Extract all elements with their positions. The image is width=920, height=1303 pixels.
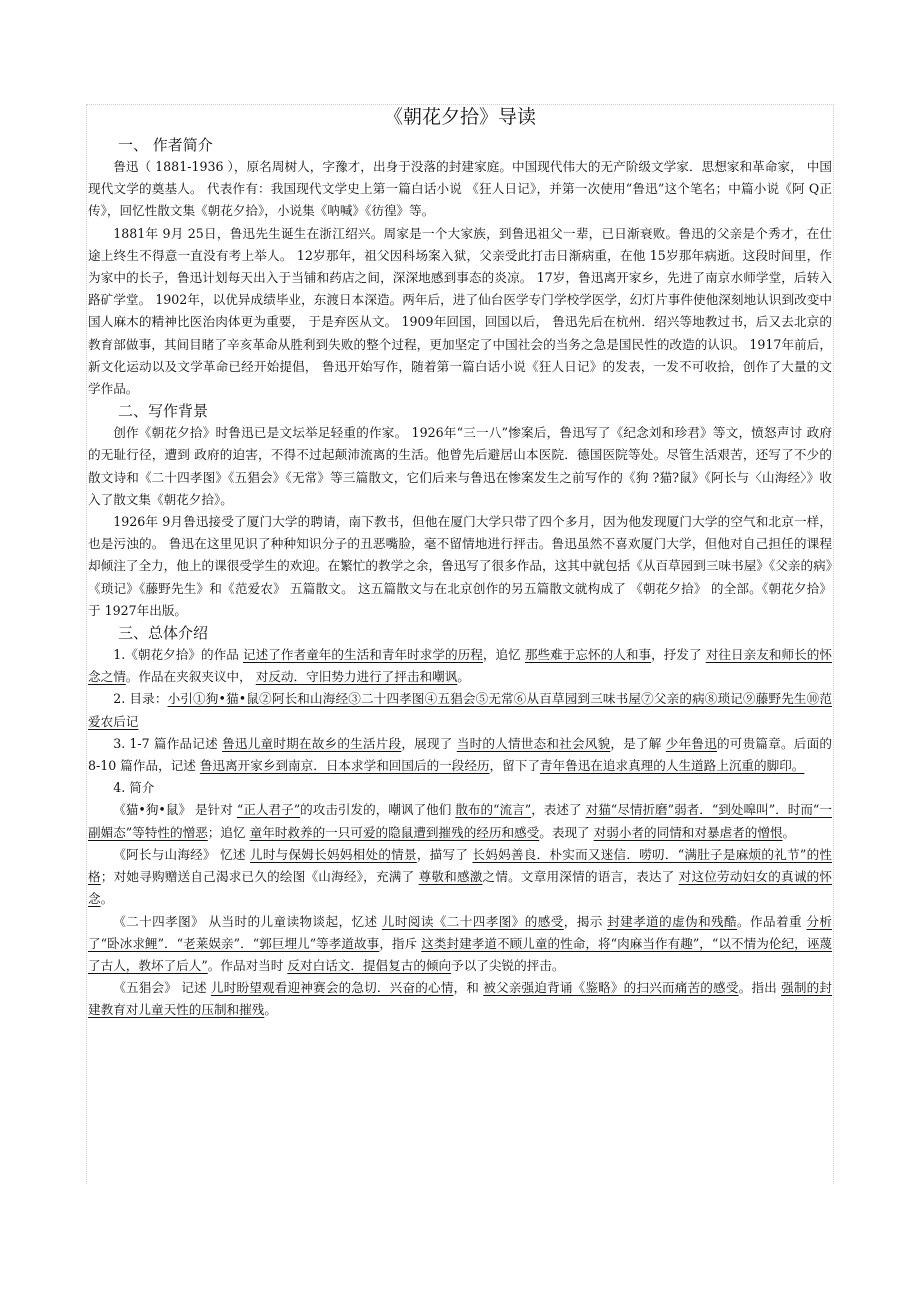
blank-answer: 鲁迅儿童时期在故乡的生活片段 bbox=[222, 735, 402, 751]
text: ；追忆 bbox=[207, 824, 250, 840]
text: 。 bbox=[100, 891, 114, 907]
blank-answer: 尊敬和感激 bbox=[418, 869, 483, 885]
blank-answer: 这类封建孝道不顾儿童的性命，将“肉麻当作有趣”，“以不情为伦纪，诬蔑了古人，教坏了后人” bbox=[88, 935, 832, 973]
text: ，留下了 bbox=[489, 758, 540, 774]
section-heading-overview: 三、总体介绍 bbox=[118, 624, 209, 643]
blank-answer: 儿时与保姆长妈妈相处的情景 bbox=[250, 846, 417, 862]
blank-answer: 封建孝道的虚伪和残酷 bbox=[607, 913, 738, 929]
text: 之情。文章用深情的语言，表达了 bbox=[482, 869, 679, 885]
blank-answer: 当时的人情世态和社会风貌 bbox=[456, 735, 611, 751]
text: 2. 目录： bbox=[113, 691, 168, 707]
text: ，抒发了 bbox=[651, 647, 706, 663]
text: ；对她寻购赠送自己渴求已久的绘图《山海经》，充满了 bbox=[100, 869, 419, 885]
blank-answer: 被父亲强迫背诵《鉴略》的扫兴而痛苦的感受 bbox=[483, 980, 739, 996]
blank-answer: 青年鲁迅在追求真理的人生道路上沉重的脚印。 bbox=[539, 758, 805, 774]
text: 。作品对当时 bbox=[207, 957, 288, 973]
blank-answer: 分析了“卧冰求鲤”．“老莱娱亲”．“郭巨埋儿”等孝道故事 bbox=[88, 913, 833, 951]
blank-answer: 对猫“尽情折磨”弱者．“到处嗥叫”．时而“一副媚态”等特性的憎恶 bbox=[88, 802, 832, 840]
blank-answer: “正人君子” bbox=[236, 802, 301, 818]
overview-item-4-label: 4. 简介 bbox=[113, 780, 155, 796]
author-paragraph-1: 鲁迅（ 1881-1936 ），原名周树人，字豫才，出身于没落的封建家庭。中国现代伟大的无产阶级文学家．思想家和革命家， 中国现代文学的奠基人。 代表作有：我国现代文学史上第一篇白话小说 《狂人日记》，并第一次使用“鲁迅”这个笔名；中篇小说《阿 Q正传》，回忆性散文集《朝花夕拾》，小说集《呐喊》《彷徨》等。 bbox=[88, 159, 832, 219]
blank-answer: 儿时阅读《二十四孝图》的感受 bbox=[381, 913, 564, 929]
text: 。 bbox=[264, 1002, 277, 1018]
author-paragraph-2: 1881年 9月 25日，鲁迅先生诞生在浙江绍兴。周家是一个大家族，到鲁迅祖父一辈，已日渐衰败。鲁迅的父亲是个秀才，在仕途上终生不得意一直没有考上举人。 12岁那年，祖父因科场案入狱，父亲受此打击日渐病重，在他 15岁那年病逝。这段时间里，作为家中的长子，鲁迅计划每天出入于当铺和药店之间，深深地感到事态的炎凉。 17岁，鲁迅离开家乡，先进了南京水师学堂，后转入路矿学堂。 1902年，以优异成绩毕业，东渡日本深造。两年后，进了仙台医学专门学校学医学，幻灯片事件使他深刻地认识到改变中国人麻木的精神比医治肉体更为重要， 于是弃医从文。 1909年回国，回国以后， 鲁迅先后在杭州．绍兴等地教过书，后又去北京的教育部做事，其间目睹了辛亥革命从胜利到失败的整个过程，更加坚定了中国社会的当务之急是国民性的改造的认识。 1917年前后， 新文化运动以及文学革命已经开始提倡， 鲁迅开始写作，随着第一篇白话小说《狂人日记》的发表，一发不可收拾，创作了大量的文学作品。 bbox=[88, 225, 832, 397]
text: 的可贵篇章。后面的 8-10 篇作品，记述 bbox=[88, 735, 832, 774]
section-heading-author: 一、 作者简介 bbox=[118, 136, 213, 154]
blank-answer: 强制的封建教育对儿童天性的压制和摧残 bbox=[88, 980, 832, 1018]
overview-item-1 bbox=[88, 644, 832, 688]
text: ，表述了 bbox=[531, 802, 586, 818]
document-body bbox=[88, 104, 832, 1022]
text: ，和 bbox=[453, 980, 484, 996]
text: ，描写了 bbox=[416, 846, 473, 862]
intro-twenty-four-filial bbox=[88, 911, 832, 978]
text: 《五猖会》 记述 bbox=[113, 980, 211, 996]
background-paragraph-1: 创作《朝花夕拾》时鲁迅已是文坛举足轻重的作家。 1926年“三一八”惨案后，鲁迅写了《纪念刘和珍君》等文，愤怒声讨 政府的无耻行径，遭到 政府的迫害，不得不过起颠沛流离的生活。他曾先后避居山本医院．德国医院等处。尽管生活艰苦，还写了不少的散文诗和《二十四孝图》《五猖会》《无常》等三篇散文，它们后来与鲁迅在惨案发生之前写作的《狗 ?猫?鼠》《阿长与〈山海经〉》收入了散文集《朝花夕拾》。 bbox=[88, 425, 832, 507]
blank-answer: 对这位劳动妇女的真诚的怀念 bbox=[88, 869, 833, 907]
blank-answer: 反对白话文．提倡复古的倾向 bbox=[287, 957, 452, 973]
text: 。 bbox=[782, 824, 796, 840]
intro-ah-chang bbox=[88, 844, 832, 911]
text: ，展现了 bbox=[401, 735, 457, 751]
text: ，指斥 bbox=[379, 935, 422, 951]
blank-answer: 对反动．守旧势力进行了抨击和嘲讽 bbox=[255, 669, 458, 685]
blank-answer: 童年时救养的一只可爱的隐鼠遭到摧残的经历和感受 bbox=[249, 824, 540, 840]
text: 的攻击引发的，嘲讽了他们 bbox=[300, 802, 456, 818]
blank-answer: 对弱小者的同情和对暴虐者的憎恨 bbox=[593, 824, 783, 840]
blank-answer: 儿时盼望观看迎神赛会的急切．兴奋的心情 bbox=[210, 980, 454, 996]
text: 。作品着重 bbox=[737, 913, 807, 929]
background-paragraph-2: 1926年 9月鲁迅接受了厦门大学的聘请，南下教书，但他在厦门大学只带了四个多月，因为他发现厦门大学的空气和北京一样，也是污浊的。 鲁迅在这里见识了种种知识分子的丑恶嘴脸，毫不留情地进行抨击。鲁迅虽然不喜欢厦门大学，但他对自己担任的课程却倾注了全力，他上的课很受学生的欢迎。在繁忙的教学之余，鲁迅写了很多作品，这其中就包括《从百草园到三味书屋》《父亲的病》《琐记》《藤野先生》和《范爱农》 五篇散文。 这五篇散文与在北京创作的另五篇散文就构成了 《朝花夕拾》 的全部。《朝花夕拾》于 1927年出版。 bbox=[88, 514, 832, 618]
text: 1.《朝花夕拾》的作品 bbox=[113, 647, 243, 663]
text: ，追忆 bbox=[482, 647, 525, 663]
blank-answer: 对往日亲友和师长的怀念之情 bbox=[88, 647, 832, 685]
document-title: 《朝花夕拾》导读 bbox=[383, 106, 536, 128]
section-heading-background: 二、写作背景 bbox=[118, 402, 209, 421]
blank-answer: 少年鲁迅 bbox=[665, 735, 717, 751]
text: 《二十四孝图》 从当时的儿童读物谈起，忆述 bbox=[113, 913, 382, 929]
text: 。作品在夹叙夹议中， bbox=[125, 669, 256, 685]
text: 予以了尖锐的抨击。 bbox=[451, 957, 565, 973]
text: 。 bbox=[457, 669, 470, 685]
blank-answer: 长妈妈善良．朴实而又迷信．唠叨．“满肚子是麻烦的礼节”的性格 bbox=[88, 846, 832, 885]
text: 。指出 bbox=[738, 980, 782, 996]
text: 《猫•狗•鼠》 是针对 bbox=[113, 802, 237, 818]
text: 3. 1-7 篇作品记述 bbox=[113, 735, 223, 751]
blank-answer: 散布的“流言” bbox=[455, 802, 532, 818]
text: ，揭示 bbox=[563, 913, 608, 929]
intro-cat-dog-mouse bbox=[88, 799, 832, 843]
overview-item-2 bbox=[88, 688, 832, 732]
blank-answer: 记述了作者童年的生活和青年时求学的历程 bbox=[242, 647, 483, 663]
intro-wuchang-fair bbox=[88, 977, 832, 1021]
text: ，是了解 bbox=[610, 735, 666, 751]
overview-item-3 bbox=[88, 733, 832, 777]
blank-answer: 鲁迅离开家乡到南京．日本求学和回国后的一段经历 bbox=[199, 758, 490, 774]
blank-answer: 小引①狗•猫•鼠②阿长和山海经③二十四孝图④五猖会⑤无常⑥从百草园到三味书屋⑦父亲的病⑧琐记⑨藤野先生⑩范爱农后记 bbox=[88, 691, 832, 729]
text: 《阿长与山海经》 忆述 bbox=[113, 846, 250, 862]
text: 。表现了 bbox=[539, 824, 594, 840]
blank-answer: 那些难于忘怀的人和事 bbox=[524, 647, 652, 663]
